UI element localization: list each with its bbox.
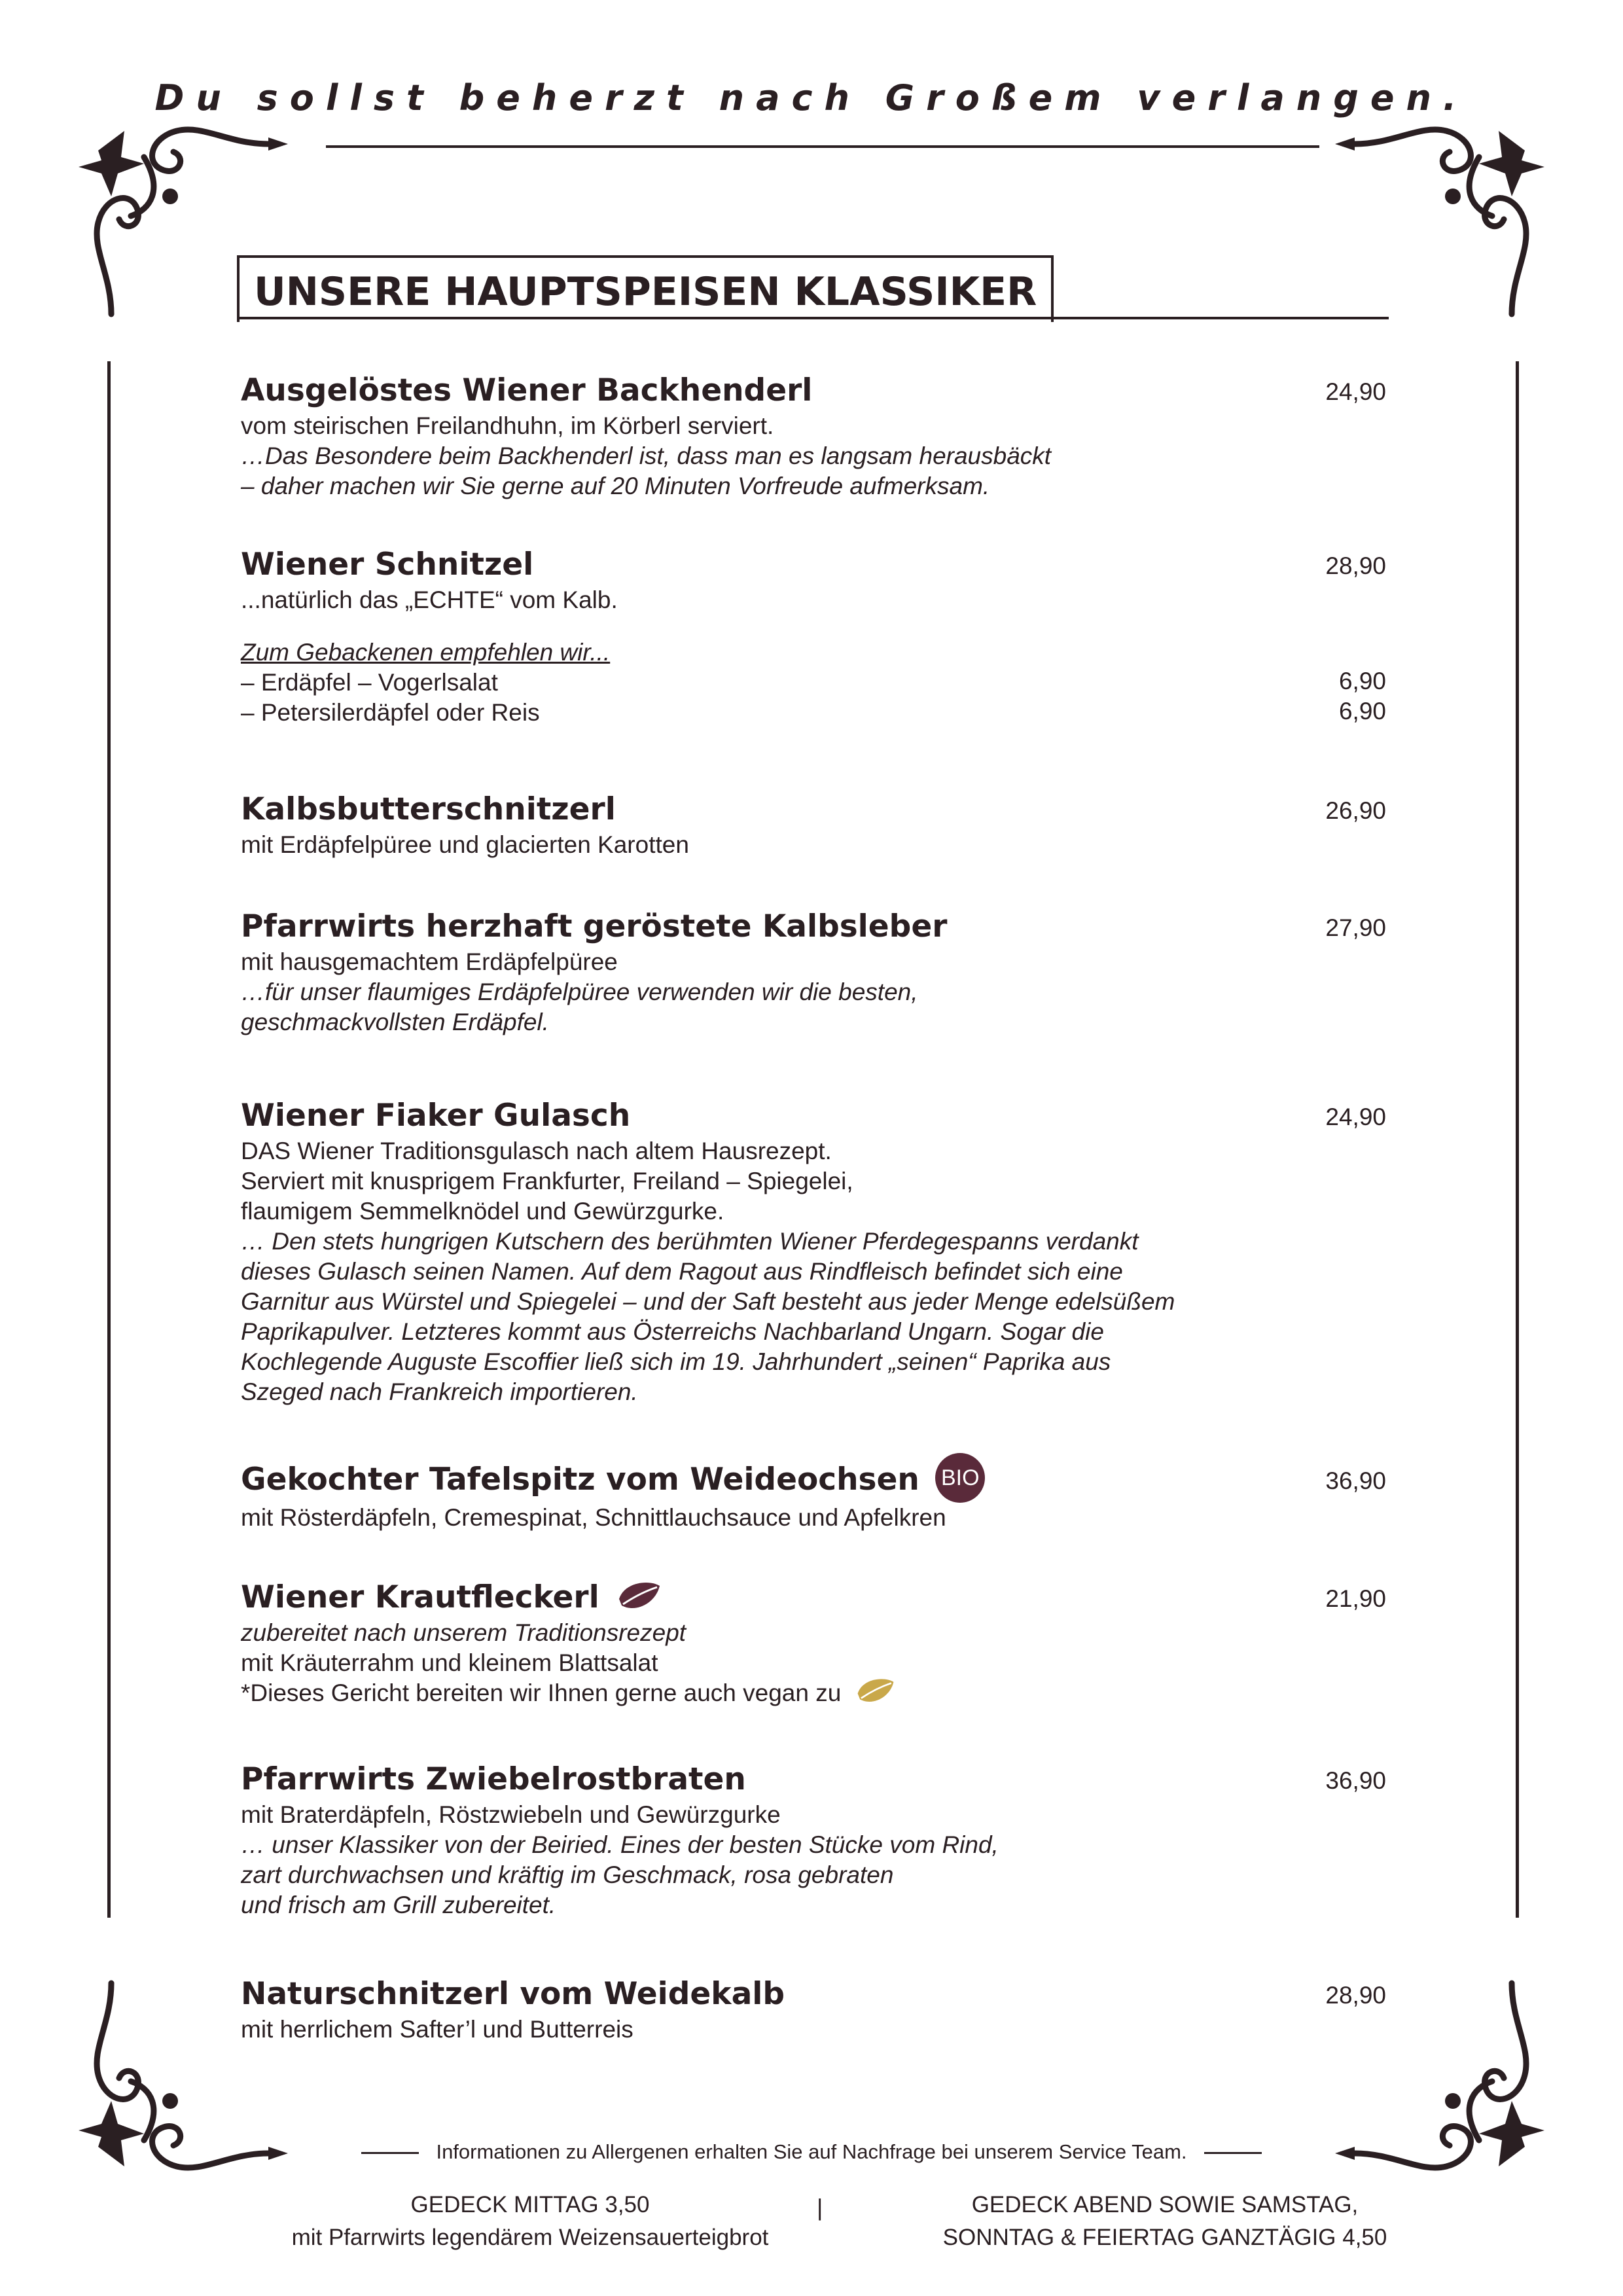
item-note: zubereitet nach unserem Traditionsrezept: [241, 1619, 687, 1646]
item-description: mit Braterdäpfeln, Röstzwiebeln und Gewürzgurke: [241, 1801, 781, 1828]
menu-item-kalbsleber: [241, 906, 1386, 1037]
item-price: 26,90: [1325, 797, 1386, 824]
item-note: geschmackvollsten Erdäpfel.: [241, 1009, 549, 1035]
item-description: mit herrlichem Safter’l und Butterreis: [241, 2016, 633, 2043]
menu-item-tafelspitz: [241, 1460, 1386, 1533]
item-title: Kalbsbutterschnitzerl: [241, 791, 616, 827]
vegan-leaf-icon: [855, 1676, 897, 1706]
item-note: Szeged nach Frankreich importieren.: [241, 1378, 638, 1405]
item-title-row: [241, 1460, 1386, 1503]
allergy-note: Informationen zu Allergenen erhalten Sie auf Nachfrage bei unserem Service Team.: [436, 2140, 1187, 2163]
item-title: Naturschnitzerl vom Weidekalb: [241, 1976, 785, 2012]
footer-separator: |: [817, 2194, 823, 2221]
right-border-line: [1516, 361, 1519, 1918]
menu-item-kalbsbutterschnitzerl: [241, 789, 1386, 860]
footer-lunch-price: GEDECK MITTAG 3,50: [410, 2192, 650, 2217]
allergy-dash-right: [1204, 2152, 1262, 2154]
item-price: 24,90: [1325, 1103, 1386, 1130]
corner-ornament-top-right: [1335, 111, 1551, 321]
item-title: Wiener Fiaker Gulasch: [241, 1098, 631, 1134]
bio-badge: BIO: [935, 1453, 985, 1503]
item-description: mit Rösterdäpfeln, Cremespinat, Schnittlauchsauce und Apfelkren: [241, 1503, 946, 1531]
item-title: Gekochter Tafelspitz vom Weideochsen: [241, 1462, 919, 1498]
item-title: Wiener Schnitzel: [241, 547, 534, 583]
item-price: 28,90: [1325, 1982, 1386, 2009]
section-title: UNSERE HAUPTSPEISEN KLASSIKER: [237, 255, 1054, 322]
menu-item-krautfleckerl: [241, 1577, 1386, 1708]
menu-item-wiener-schnitzel: [241, 545, 1386, 728]
menu-item-zwiebelrostbraten: [241, 1759, 1386, 1920]
item-price: 27,90: [1325, 914, 1386, 941]
section-title-rule: [237, 317, 1389, 319]
item-description: vom steirischen Freilandhuhn, im Körberl serviert.: [241, 412, 774, 439]
item-title: Ausgelöstes Wiener Backhenderl: [241, 372, 813, 408]
footer-lunch-note: mit Pfarrwirts legendärem Weizensauerteigbrot: [291, 2225, 769, 2250]
item-note: …für unser flaumiges Erdäpfelpüree verwenden wir die besten,: [241, 978, 918, 1005]
item-note: Paprikapulver. Letzteres kommt aus Österreichs Nachbarland Ungarn. Sogar die: [241, 1318, 1104, 1345]
side-dish-price: 6,90: [1338, 698, 1386, 725]
item-note: … Den stets hungrigen Kutschern des berühmten Wiener Pferdegespanns verdankt: [241, 1228, 1139, 1255]
left-border-line: [107, 361, 111, 1918]
menu-item-backhenderl: [241, 370, 1386, 501]
item-description: Serviert mit knusprigem Frankfurter, Freiland – Spiegelei,: [241, 1168, 853, 1194]
item-price: 36,90: [1325, 1467, 1386, 1494]
vegetarian-leaf-icon: [616, 1579, 662, 1613]
side-dish-price: 6,90: [1338, 668, 1386, 694]
item-note: zart durchwachsen und kräftig im Geschmack, rosa gebraten: [241, 1861, 894, 1888]
motto-underline: [326, 145, 1319, 148]
item-note: – daher machen wir Sie gerne auf 20 Minuten Vorfreude aufmerksam.: [241, 473, 990, 499]
item-title-row: [241, 1577, 1386, 1618]
item-description: mit hausgemachtem Erdäpfelpüree: [241, 948, 618, 975]
side-dish-row: [241, 698, 1386, 728]
item-description: mit Kräuterrahm und kleinem Blattsalat: [241, 1649, 658, 1676]
item-title: Pfarrwirts herzhaft geröstete Kalbsleber: [241, 908, 948, 944]
item-price: 28,90: [1325, 552, 1386, 579]
menu-item-fiaker-gulasch: [241, 1096, 1386, 1407]
item-note: dieses Gulasch seinen Namen. Auf dem Ragout aus Rindfleisch befindet sich eine: [241, 1258, 1123, 1285]
item-description: *Dieses Gericht bereiten wir Ihnen gerne auch vegan zu: [241, 1679, 842, 1706]
motto: Du sollst beherzt nach Großem verlangen.: [154, 77, 1469, 118]
item-note: …Das Besondere beim Backhenderl ist, dass man es langsam herausbäckt: [241, 442, 1052, 469]
recommend-label: Zum Gebackenen empfehlen wir...: [241, 639, 611, 666]
item-note: … unser Klassiker von der Beiried. Eines der besten Stücke vom Rind,: [241, 1831, 999, 1858]
item-note: Garnitur aus Würstel und Spiegelei – und der Saft besteht aus jeder Menge edelsüßem: [241, 1288, 1175, 1315]
item-description: DAS Wiener Traditionsgulasch nach altem Hausrezept.: [241, 1138, 832, 1164]
item-title: Pfarrwirts Zwiebelrostbraten: [241, 1761, 746, 1797]
item-price: 21,90: [1325, 1585, 1386, 1612]
footer-evening-line1: GEDECK ABEND SOWIE SAMSTAG,: [971, 2192, 1359, 2217]
footer-evening-cover: [870, 2189, 1459, 2254]
footer-lunch-cover: [236, 2189, 825, 2254]
item-price: 24,90: [1325, 378, 1386, 405]
allergy-note-row: [0, 2140, 1623, 2164]
item-note: und frisch am Grill zubereitet.: [241, 1892, 556, 1918]
menu-item-naturschnitzerl: [241, 1974, 1386, 2045]
side-dish-name: – Erdäpfel – Vogerlsalat: [241, 669, 498, 696]
item-description-row: [241, 1678, 1386, 1708]
item-note: Kochlegende Auguste Escoffier ließ sich im 19. Jahrhundert „seinen“ Paprika aus: [241, 1348, 1111, 1375]
side-dish-name: – Petersilerdäpfel oder Reis: [241, 699, 540, 726]
side-dish-row: [241, 668, 1386, 698]
footer-evening-line2: SONNTAG & FEIERTAG GANZTÄGIG 4,50: [942, 2225, 1387, 2250]
item-description: ...natürlich das „ECHTE“ vom Kalb.: [241, 586, 618, 613]
allergy-dash-left: [361, 2152, 419, 2154]
item-price: 36,90: [1325, 1767, 1386, 1794]
item-description: mit Erdäpfelpüree und glacierten Karotten: [241, 831, 689, 858]
item-title: Wiener Krautfleckerl: [241, 1579, 599, 1615]
item-description: flaumigem Semmelknödel und Gewürzgurke.: [241, 1198, 724, 1225]
